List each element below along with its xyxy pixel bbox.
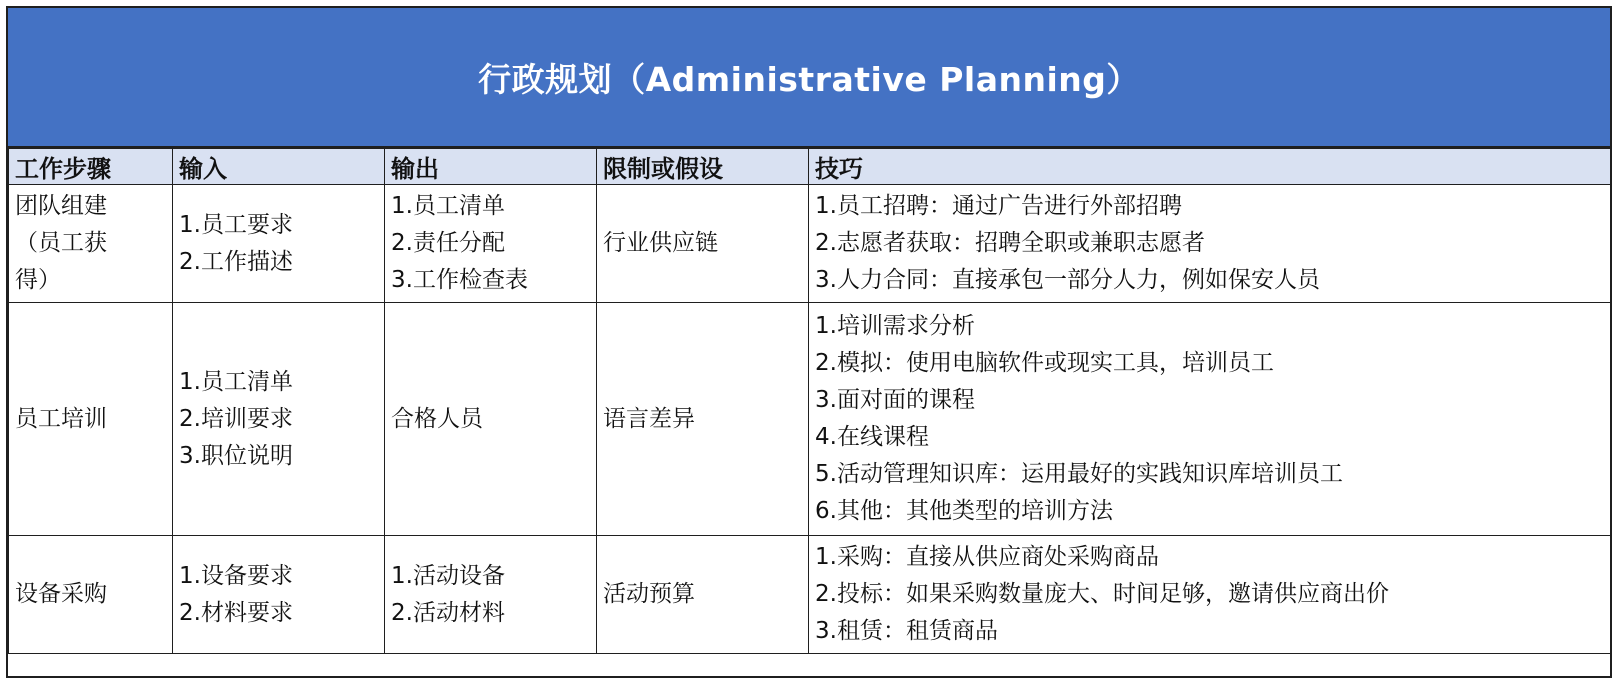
constraint-cell: 活动预算 (597, 536, 809, 654)
step-cell (9, 303, 173, 536)
tips-cell (809, 303, 1611, 536)
input-cell (173, 185, 385, 303)
page-title: 行政规划（Administrative Planning） (478, 59, 1140, 99)
step-line: 员工培训 (15, 405, 107, 432)
table-row (9, 536, 1611, 654)
input-line: 1.员工清单 (179, 368, 293, 395)
input-cell (173, 303, 385, 536)
tip-line: 2.投标：如果采购数量庞大、时间足够，邀请供应商出价 (815, 581, 1389, 607)
output-line: 1.员工清单 (391, 193, 505, 219)
tip-line: 3.租赁：租赁商品 (815, 618, 998, 644)
planning-sheet (6, 6, 1612, 678)
output-cell (385, 185, 597, 303)
header-output: 输出 (385, 149, 597, 185)
input-line: 2.培训要求 (179, 405, 293, 432)
tips-cell (809, 536, 1611, 654)
title-bar (8, 8, 1610, 148)
tip-line: 2.志愿者获取：招聘全职或兼职志愿者 (815, 230, 1205, 256)
tip-line: 4.在线课程 (815, 424, 929, 450)
output-cell (385, 303, 597, 536)
output-line: 3.工作检查表 (391, 267, 528, 293)
input-line: 3.职位说明 (179, 442, 293, 469)
tips-cell (809, 185, 1611, 303)
tip-line: 2.模拟：使用电脑软件或现实工具，培训员工 (815, 350, 1274, 376)
input-line: 2.工作描述 (179, 248, 293, 275)
header-input: 输入 (173, 149, 385, 185)
output-line: 合格人员 (391, 405, 483, 432)
header-tips: 技巧 (809, 149, 1611, 185)
table-row (9, 185, 1611, 303)
step-line: （员工获 (15, 230, 107, 256)
output-cell (385, 536, 597, 654)
input-cell (173, 536, 385, 654)
input-line: 1.员工要求 (179, 211, 293, 238)
constraint-cell: 行业供应链 (597, 185, 809, 303)
step-cell (9, 185, 173, 303)
header-step: 工作步骤 (9, 149, 173, 185)
step-line: 团队组建 (15, 193, 107, 219)
tip-line: 1.员工招聘：通过广告进行外部招聘 (815, 193, 1182, 219)
output-line: 2.活动材料 (391, 599, 505, 626)
input-line: 1.设备要求 (179, 562, 293, 589)
header-constraint: 限制或假设 (597, 149, 809, 185)
tip-line: 1.培训需求分析 (815, 313, 975, 339)
tip-line: 1.采购：直接从供应商处采购商品 (815, 544, 1159, 570)
tip-line: 3.人力合同：直接承包一部分人力，例如保安人员 (815, 267, 1320, 293)
output-line: 2.责任分配 (391, 230, 505, 256)
output-line: 1.活动设备 (391, 562, 505, 589)
tip-line: 5.活动管理知识库：运用最好的实践知识库培训员工 (815, 461, 1343, 487)
tip-line: 6.其他：其他类型的培训方法 (815, 498, 1113, 524)
input-line: 2.材料要求 (179, 599, 293, 626)
step-cell (9, 536, 173, 654)
planning-table (8, 148, 1611, 654)
header-row (9, 149, 1611, 185)
step-line: 设备采购 (15, 581, 107, 607)
step-line: 得） (15, 267, 61, 293)
constraint-cell: 语言差异 (597, 303, 809, 536)
table-row (9, 303, 1611, 536)
tip-line: 3.面对面的课程 (815, 387, 975, 413)
